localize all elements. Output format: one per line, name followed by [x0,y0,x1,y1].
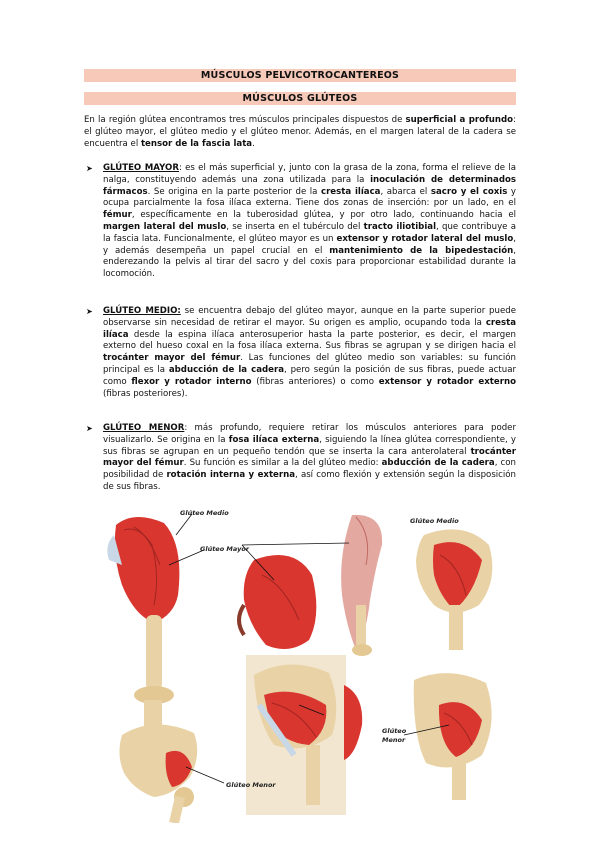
arrow-bullet-icon: ➤ [86,424,93,433]
term-gluteo-mayor: GLÚTEO MAYOR [103,163,179,173]
intro-paragraph: En la región glútea encontramos tres músculos principales dispuestos de superficial a profundo: el glúteo mayor, el glúteo medio y el glúteo menor. Además, en el margen lateral de la cadera se encuentra el tensor de la fascia lata. [84,115,516,149]
middle-thigh-illustration [239,515,382,656]
page-title: MÚSCULOS PELVICOTROCANTEREOS [84,69,516,82]
right-pelvis-menor-illustration [414,673,492,800]
label-gluteo-menor-right-2: Menor [382,736,406,744]
label-gluteo-medio-right: Glúteo Medio [410,517,459,525]
middle-dissection-illustration [246,655,362,815]
list-item-gluteo-mayor: ➤ GLÚTEO MAYOR: es el más superficial y, junto con la grasa de la zona, forma el relieve de la nalga, constituyendo además una zona utilizada para la inoculación de determinados fármacos. Se origina en la parte posterior de la cresta ilíaca, abarca el sacro y el coxis y ocupa parcialmente la fosa ilíaca externa. Tiene dos zonas de inserción: por un lado, en el fémur, específicamente en la tuberosidad glútea, y por otro lado, continuando hacia el margen lateral del muslo, se inserta en el tubérculo del tracto iliotibial, que contribuye a la fascia lata. Funcionalmente, el glúteo mayor es un extensor y rotador lateral del muslo, y además desempeña un papel crucial en el mantenimiento de la bipedestación, enderezando la pelvis al tirar del sacro y del coxis para proporcionar estabilidad durante la locomoción. [86,163,517,280]
left-leg-illustration [107,517,197,823]
anatomy-figure [94,505,506,823]
arrow-bullet-icon: ➤ [86,164,93,173]
label-gluteo-medio-left: Glúteo Medio [180,509,229,517]
list-item-gluteo-medio: ➤ GLÚTEO MEDIO: se encuentra debajo del glúteo mayor, aunque en la parte superior puede observarse sin necesidad de retirar el mayor. Su origen es amplio, ocupando toda la cresta ilíaca desde la espina ilíaca anterosuperior hasta la parte posterior, es decir, el margen externo del hueso coxal en la fosa ilíaca externa. Sus fibras se agrupan y se dirigen hacia el trocánter mayor del fémur. Las funciones del glúteo medio son variables: su función principal es la abducción de la cadera, pero según la posición de sus fibras, puede actuar como flexor y rotador interno (fibras anteriores) o como extensor y rotador externo (fibras posteriores). [86,306,517,399]
arrow-bullet-icon: ➤ [86,307,93,316]
label-gluteo-menor-left: Glúteo Menor [226,781,276,789]
anatomy-illustrations [94,505,506,823]
right-pelvis-medio-illustration [416,529,492,650]
term-gluteo-menor: GLÚTEO MENOR [103,423,185,433]
list-item-gluteo-menor: ➤ GLÚTEO MENOR: más profundo, requiere retirar los músculos anteriores para poder visualizarlo. Se origina en la fosa ilíaca externa, siguiendo la línea glútea correspondiente, y sus fibras se agrupan en un pequeño tendón que se inserta la cara anterolateral trocánter mayor del fémur. Su función es similar a la del glúteo medio: abducción de la cadera, con posibilidad de rotación interna y externa, así como flexión y extensión según la disposición de sus fibras. [86,423,516,492]
section-subtitle: MÚSCULOS GLÚTEOS [84,92,516,105]
label-gluteo-mayor: Glúteo Mayor [200,545,249,553]
term-gluteo-medio: GLÚTEO MEDIO: [103,306,181,316]
label-gluteo-menor-right-1: Glúteo [382,727,407,735]
